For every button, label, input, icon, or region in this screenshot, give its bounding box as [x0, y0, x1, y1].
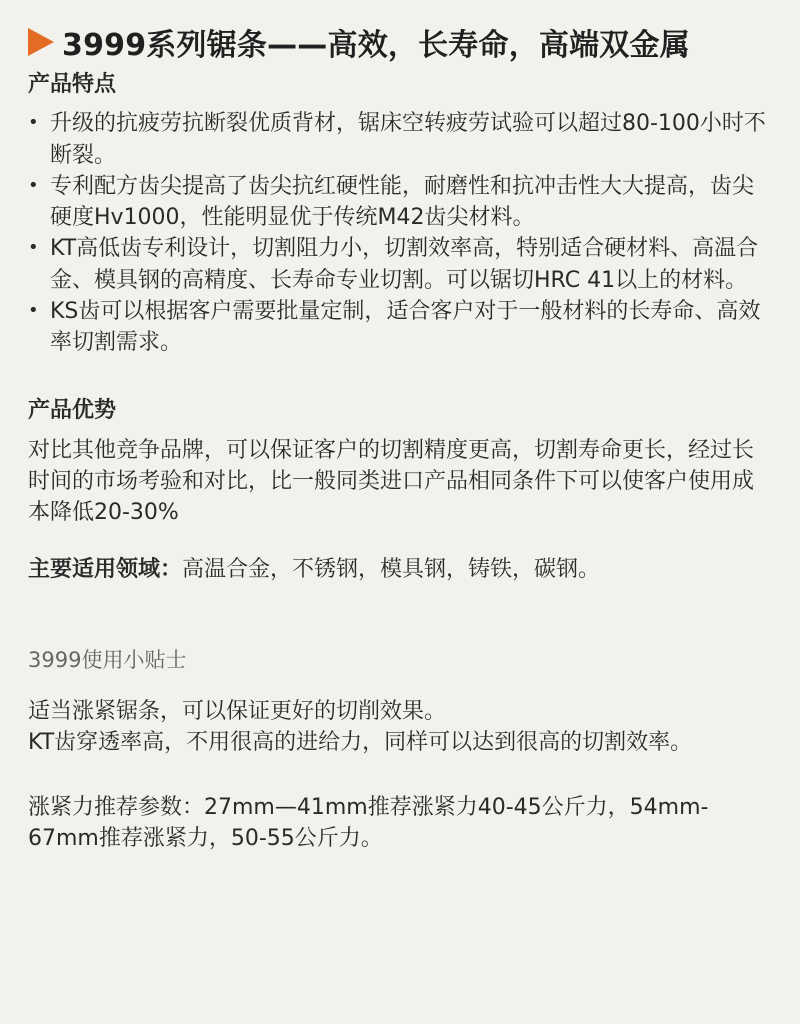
- title-row: [28, 20, 774, 64]
- feature-text: 升级的抗疲劳抗断裂优质背材，锯床空转疲劳试验可以超过80-100小时不断裂。: [50, 111, 766, 168]
- bullet-icon: •: [28, 174, 39, 196]
- tension-block: [28, 792, 774, 854]
- bullet-icon: •: [28, 112, 39, 134]
- advantages-heading: 产品优势: [28, 398, 117, 424]
- features-heading: 产品特点: [28, 72, 117, 97]
- feature-item: [28, 233, 774, 295]
- page-title: 3999系列锯条——高效，长寿命，高端双金属: [62, 28, 690, 63]
- feature-text: KT高低齿专利设计，切割阻力小，切割效率高，特别适合硬材料、高温合金、模具钢的高精度、长寿命专业切割。可以锯切HRC 41以上的材料。: [50, 236, 759, 293]
- feature-item: [28, 108, 774, 170]
- feature-item: [28, 296, 774, 358]
- title-triangle-icon: [28, 28, 54, 56]
- bullet-icon: •: [28, 237, 39, 259]
- tips-line: 适当涨紧锯条，可以保证更好的切削效果。: [28, 698, 447, 724]
- feature-text: KS齿可以根据客户需要批量定制，适合客户对于一般材料的长寿命、高效率切割需求。: [50, 298, 761, 356]
- applications-value: 高温合金，不锈钢，模具钢，铸铁，碳钢。: [182, 557, 601, 583]
- tips-line: KT齿穿透率高，不用很高的进给力，同样可以达到很高的切割效率。: [28, 729, 693, 755]
- tension-text: 涨紧力推荐参数：27mm—41mm推荐涨紧力40-45公斤力，54mm-67mm推荐涨紧力，50-55公斤力。: [28, 795, 709, 852]
- bullet-icon: •: [28, 299, 39, 321]
- feature-text: 专利配方齿尖提高了齿尖抗红硬性能，耐磨性和抗冲击性大大提高，齿尖硬度Hv1000，性能明显优于传统M42齿尖材料。: [50, 173, 755, 231]
- advantages-text: 对比其他竞争品牌，可以保证客户的切割精度更高，切割寿命更长，经过长时间的市场考验和对比，比一般同类进口产品相同条件下可以使客户使用成本降低20-30%: [28, 437, 755, 526]
- tips-heading: 3999使用小贴士: [28, 647, 187, 672]
- features-list: [28, 108, 774, 358]
- feature-item: [28, 171, 774, 233]
- applications-row: [28, 554, 774, 585]
- tips-block: [28, 696, 774, 758]
- applications-label: 主要适用领域：: [28, 557, 183, 583]
